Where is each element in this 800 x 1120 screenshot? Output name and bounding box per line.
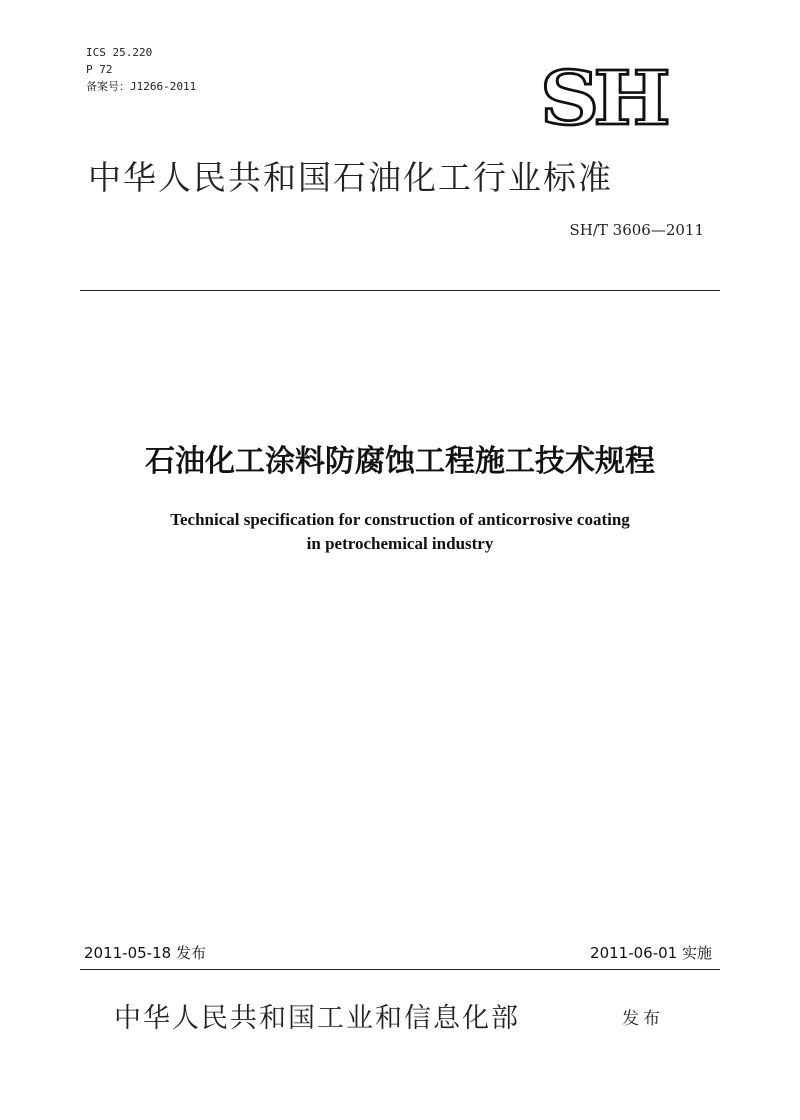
publish-date: 2011-05-18 发布 bbox=[84, 944, 206, 962]
english-title-line-2: in petrochemical industry bbox=[306, 534, 494, 553]
document-title-english bbox=[0, 508, 800, 556]
sh-logo: SH bbox=[540, 55, 665, 143]
publisher-suffix: 发布 bbox=[622, 1009, 664, 1029]
standard-code: SH/T 3606—2011 bbox=[569, 221, 704, 239]
classification-block bbox=[86, 44, 196, 95]
document-title-chinese: 石油化工涂料防腐蚀工程施工技术规程 bbox=[145, 444, 655, 479]
standard-organization-title: 中华人民共和国石油化工行业标准 bbox=[88, 158, 613, 197]
p-code: P 72 bbox=[86, 63, 113, 76]
ics-code: ICS 25.220 bbox=[86, 46, 153, 59]
implement-date: 2011-06-01 实施 bbox=[590, 944, 712, 962]
bottom-divider bbox=[80, 969, 720, 970]
publisher-name: 中华人民共和国工业和信息化部 bbox=[114, 1003, 520, 1034]
top-divider bbox=[80, 290, 720, 291]
record-number: 备案号：J1266-2011 bbox=[86, 80, 197, 93]
english-title-line-1: Technical specification for construction of anticorrosive coating bbox=[170, 510, 630, 529]
